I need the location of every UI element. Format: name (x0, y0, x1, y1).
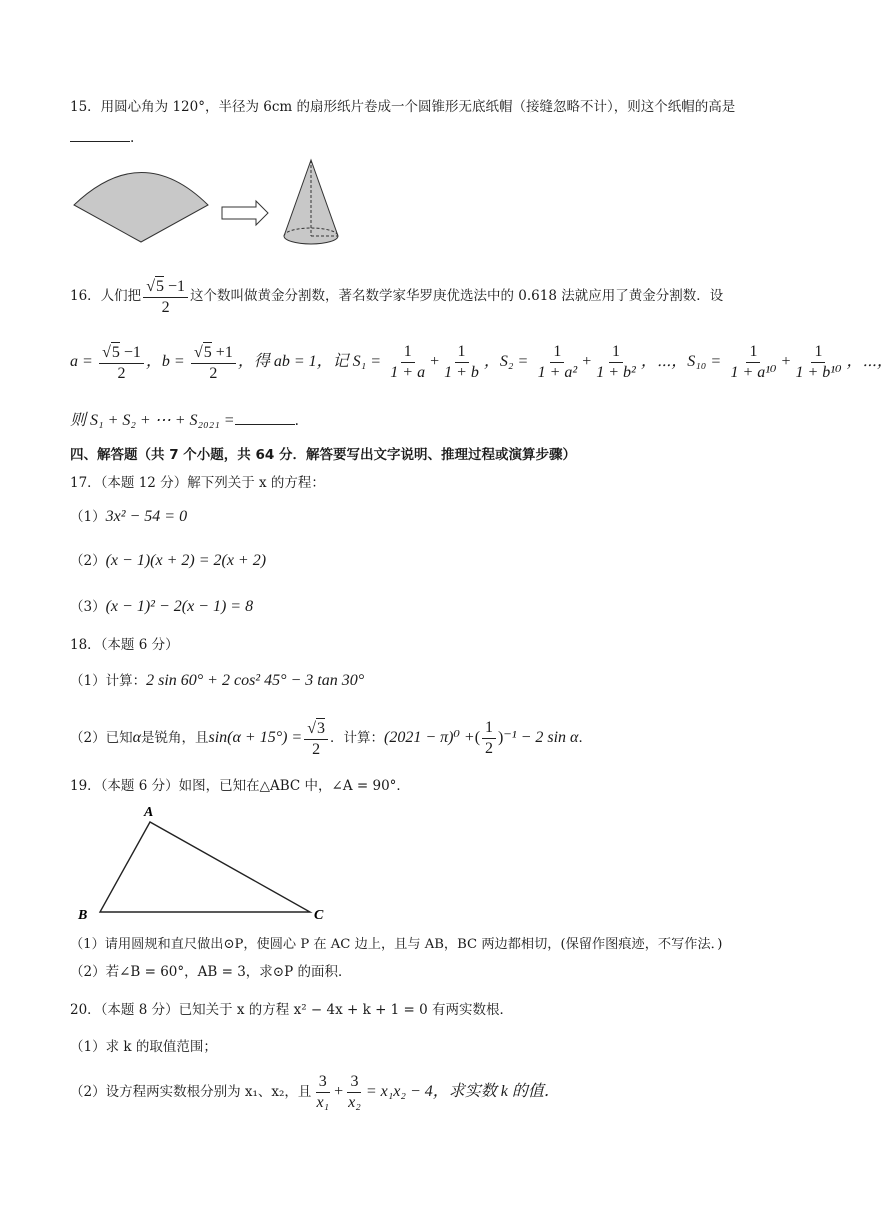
q17-part-1: （1）3x² − 54 = 0 (70, 508, 188, 525)
triangle-abc (100, 822, 310, 912)
q20-part-1: （1）求 k 的取值范围； (70, 1039, 217, 1055)
half-fraction: $\frac{1}{2}$ (482, 718, 496, 759)
s2-term-a: $\frac{1}{\text{1 + a²}}$ (537, 343, 578, 381)
q19-part-1: （1）请用圆规和直尺做出⊙P，使圆心 P 在 AC 边上，且与 AB，BC 两边都相切，(保留作图痕迹，不写作法．) (70, 937, 723, 952)
cone-shape (284, 160, 338, 244)
q15-text: 15．用圆心角为 120°，半径为 6cm 的扇形纸片卷成一个圆锥形无底纸帽（接缝忽略不计），则这个纸帽的高是 (70, 99, 736, 115)
three-over-x2: $\frac{3}{\text{x₂}}$ (348, 1073, 361, 1111)
s1-term-b: $\frac{1}{1 + b}$ (444, 343, 479, 381)
q15-blank (70, 127, 130, 142)
three-over-x1: $\frac{3}{\text{x₁}}$ (316, 1073, 330, 1111)
q17-stem: 17．（本题 12 分）解下列关于 x 的方程： (70, 475, 325, 491)
sector-shape (74, 173, 208, 243)
s1-term-a: $\frac{1}{1 + a}$ (390, 343, 426, 381)
a-fraction: $\frac{√5 -1}{2}$ (99, 342, 144, 384)
q16-line-2: a = $\frac{√5 -1}{2}$ ，b = $\frac{√5 +1}{2}$ ，得 ab = 1，记 S₁ = $\frac{1}{1 + a}$ + $\frac{1}{1 + b}$ ，S₂ = $\frac{1}{\text{1 + a²}}$ + $\frac{1}{\text{1 + b²}}$ ，⋯，S₁₀ = $\frac{1}{\text{1 + a¹⁰}}$ + $\frac{1}{\text{1 + b¹⁰}}$ ，⋯， (70, 343, 893, 382)
q15-figure (70, 150, 360, 255)
q18-part-1: （1）计算：2 sin 60° + 2 cos² 45° − 3 tan 30° (70, 672, 365, 689)
q20-part-2: （2）设方程两实数根分别为 x₁、x₂，且 $\frac{3}{\text{x₁}}$ + $\frac{3}{\text{x₂}}$ = x₁x₂ − 4，求实数 k 的值． (70, 1073, 560, 1111)
sqrt3-over-2: $\frac{√3}{2}$ (304, 718, 328, 760)
arrow-shape (222, 201, 268, 225)
q19-triangle-figure (70, 800, 340, 925)
q19-stem: 19．（本题 6 分）如图，已知在△ABC 中，∠A = 90°． (70, 778, 410, 794)
q15-answer-line: . (70, 127, 134, 148)
vertex-a-label: A (144, 805, 154, 820)
s10-term-a: $\frac{1}{\text{1 + a¹⁰}}$ (730, 343, 777, 381)
s2-term-b: $\frac{1}{\text{1 + b²}}$ (596, 343, 636, 381)
q17-part-3: （3）(x − 1)² − 2(x − 1) = 8 (70, 598, 254, 615)
q20-stem: 20．（本题 8 分）已知关于 x 的方程 x² − 4x + k + 1 = 0 有两实数根． (70, 1002, 514, 1018)
q18-part-2: （2）已知α是锐角，且sin(α + 15°) = $\frac{√3}{2}$ ．计算：(2021 − π)⁰ +( $\frac{1}{2}$ )⁻¹ − 2 sin α． (70, 719, 592, 758)
q16-line-1: 16．人们把 $\frac{√5 -1}{2}$ 这个数叫做黄金分割数，著名数学家华罗庚优选法中的 0.618 法就应用了黄金分割数．设 (70, 277, 724, 316)
q16-line-3: 则 S₁ + S₂ + ⋯ + S₂₀₂₁ = . (70, 412, 299, 429)
q18-stem: 18．（本题 6 分） (70, 637, 179, 653)
b-fraction: $\frac{√5 +1}{2}$ (191, 342, 236, 384)
vertex-b-label: B (78, 908, 88, 923)
q19-part-2: （2）若∠B = 60°，AB = 3，求⊙P 的面积． (70, 964, 352, 980)
s10-term-b: $\frac{1}{\text{1 + b¹⁰}}$ (795, 343, 842, 381)
q17-part-2: （2）(x − 1)(x + 2) = 2(x + 2) (70, 552, 267, 569)
section-4-title: 四、解答题（共 7 个小题，共 64 分．解答要写出文字说明、推理过程或演算步骤） (70, 447, 576, 463)
golden-ratio-fraction: $\frac{√5 -1}{2}$ (143, 276, 188, 318)
vertex-c-label: C (314, 908, 324, 923)
q16-blank (235, 410, 295, 425)
